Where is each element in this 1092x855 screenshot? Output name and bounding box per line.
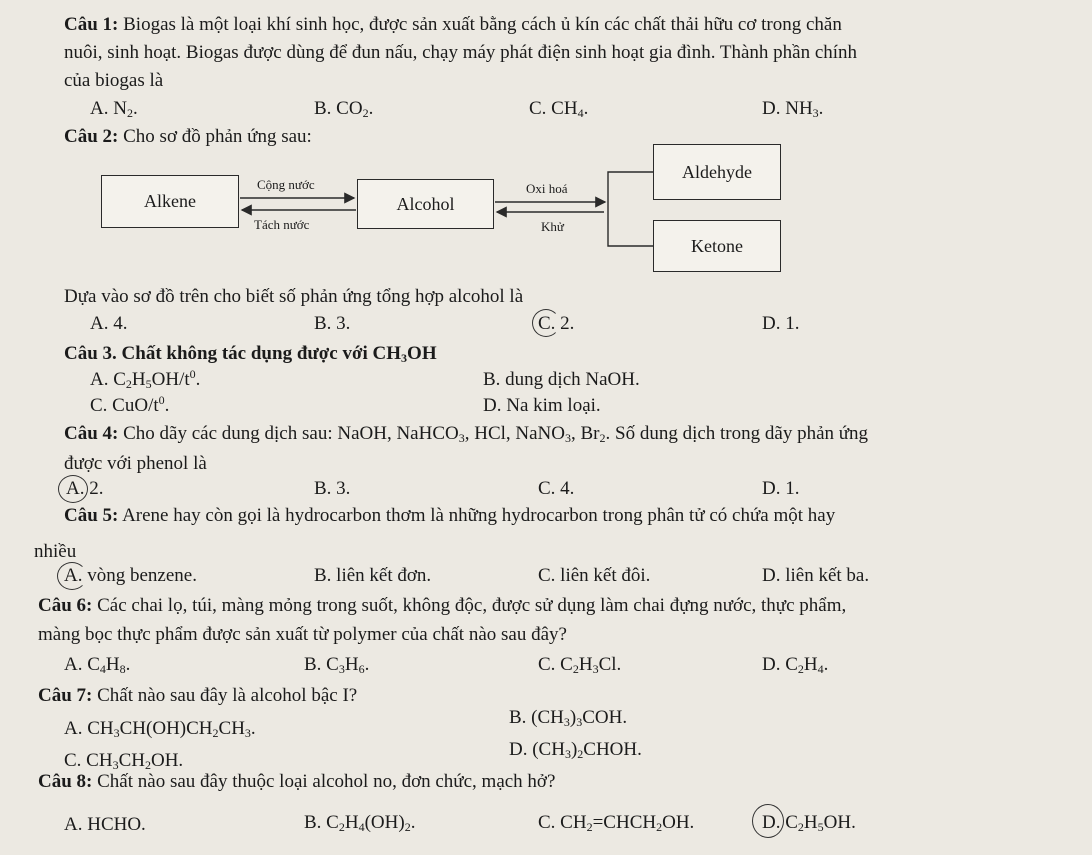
label-tach-nuoc: Tách nước	[254, 217, 310, 232]
q4-line2: được với phenol là	[64, 453, 207, 474]
q4-option-d: D. 1.	[762, 478, 800, 499]
q7-option-c: C. $CH_3CH_2OH$.	[64, 750, 184, 772]
q6-line1: Câu 6: Các chai lọ, túi, màng mỏng trong suốt, không độc, được sử dụng làm chai đựng nước, thực phẩm,	[38, 595, 847, 616]
q8-option-a: A. HCHO.	[64, 814, 146, 835]
q2-option-d: D. 1.	[762, 313, 800, 334]
q5-option-d: D. liên kết ba.	[762, 565, 870, 586]
q5-option-a: A. vòng benzene.	[64, 565, 197, 586]
q3-title: Câu 3. Chất không tác dụng được với $CH_3OH$	[64, 343, 437, 365]
label-oxi-hoa: Oxi hoá	[526, 181, 568, 196]
q2-option-c: C. 2.	[538, 313, 575, 334]
q3-option-b: B. dung dịch NaOH.	[483, 369, 640, 390]
q1-option-b: B. $CO_2$.	[314, 98, 374, 120]
q4-option-a: A. 2.	[66, 478, 104, 499]
q5-line1: Câu 5: Arene hay còn gọi là hydrocarbon thơm là những hydrocarbon trong phân tử có chứa một hay	[64, 505, 836, 526]
q6-line2: màng bọc thực phẩm được sản xuất từ polymer của chất nào sau đây?	[38, 624, 567, 645]
answer-circle-q4	[58, 475, 88, 503]
q5-line2: nhiều	[34, 541, 77, 562]
q2-option-b: B. 3.	[314, 313, 351, 334]
q1-line2: nuôi, sinh hoạt. Biogas được dùng để đun nấu, chạy máy phát điện sinh hoạt gia đình. Thành phần chính	[64, 42, 858, 63]
q7-option-d: D. $(CH_3)_2CHOH$.	[509, 739, 642, 761]
q1-option-d: D. $NH_3$.	[762, 98, 824, 120]
q7-option-a: A. $CH_3CH(OH)CH_2CH_3$.	[64, 718, 256, 740]
q4-line1: Câu 4: Cho dãy các dung dịch sau: NaOH, NaHCO$_3$, HCl, NaNO$_3$, $Br_2$. Số dung dịch trong dãy phản ứng	[64, 423, 869, 445]
q5-option-c: C. liên kết đôi.	[538, 565, 651, 586]
answer-circle-q8	[752, 804, 784, 838]
q3-option-c: C. CuO/$t^0$.	[90, 393, 170, 416]
label-khu: Khử	[541, 219, 564, 234]
q1-title: Câu 1:	[64, 14, 119, 35]
answer-circle-q5	[57, 562, 87, 590]
label-cong-nuoc: Cộng nước	[257, 177, 315, 192]
q2-question: Dựa vào sơ đồ trên cho biết số phản ứng tổng hợp alcohol là	[64, 286, 524, 307]
q2-title: Câu 2:	[64, 126, 119, 147]
q8-option-b: B. $C_2H_4(OH)_2$.	[304, 812, 416, 834]
box-alcohol: Alcohol	[357, 179, 494, 229]
q1-text1: Biogas là một loại khí sinh học, được sản xuất bằng cách ủ kín các chất thải hữu cơ trong chăn	[118, 14, 842, 35]
q1-option-a: A. $N_2$.	[90, 98, 138, 120]
q3-option-a: A. $C_2H_5OH/t^0$.	[90, 367, 201, 391]
q6-option-c: C. $C_2H_3Cl$.	[538, 654, 622, 676]
q6-option-d: D. $C_2H_4$.	[762, 654, 829, 676]
box-ketone: Ketone	[653, 220, 781, 272]
q7-line1: Câu 7: Chất nào sau đây là alcohol bậc I?	[38, 685, 358, 706]
answer-circle-q2	[532, 309, 560, 337]
box-aldehyde: Aldehyde	[653, 144, 781, 200]
q4-option-b: B. 3.	[314, 478, 351, 499]
q8-option-d: D. $C_2H_5OH$.	[762, 812, 856, 834]
q6-option-b: B. $C_3H_6$.	[304, 654, 370, 676]
q4-option-c: C. 4.	[538, 478, 575, 499]
diagram-arrows	[0, 0, 1092, 300]
q1-line3: của biogas là	[64, 70, 164, 91]
q6-option-a: A. $C_4H_8$.	[64, 654, 131, 676]
q2-text: Cho sơ đồ phản ứng sau:	[118, 126, 312, 147]
box-alkene: Alkene	[101, 175, 239, 228]
q3-option-d: D. Na kim loại.	[483, 395, 601, 416]
bracket-products	[608, 172, 653, 246]
q8-option-c: C. $CH_2=CHCH_2OH$.	[538, 812, 695, 834]
q7-option-b: B. $(CH_3)_3COH$.	[509, 707, 628, 729]
q1-option-c: C. $CH_4$.	[529, 98, 589, 120]
q2-option-a: A. 4.	[90, 313, 128, 334]
q8-line1: Câu 8: Chất nào sau đây thuộc loại alcohol no, đơn chức, mạch hở?	[38, 771, 556, 792]
q5-option-b: B. liên kết đơn.	[314, 565, 432, 586]
